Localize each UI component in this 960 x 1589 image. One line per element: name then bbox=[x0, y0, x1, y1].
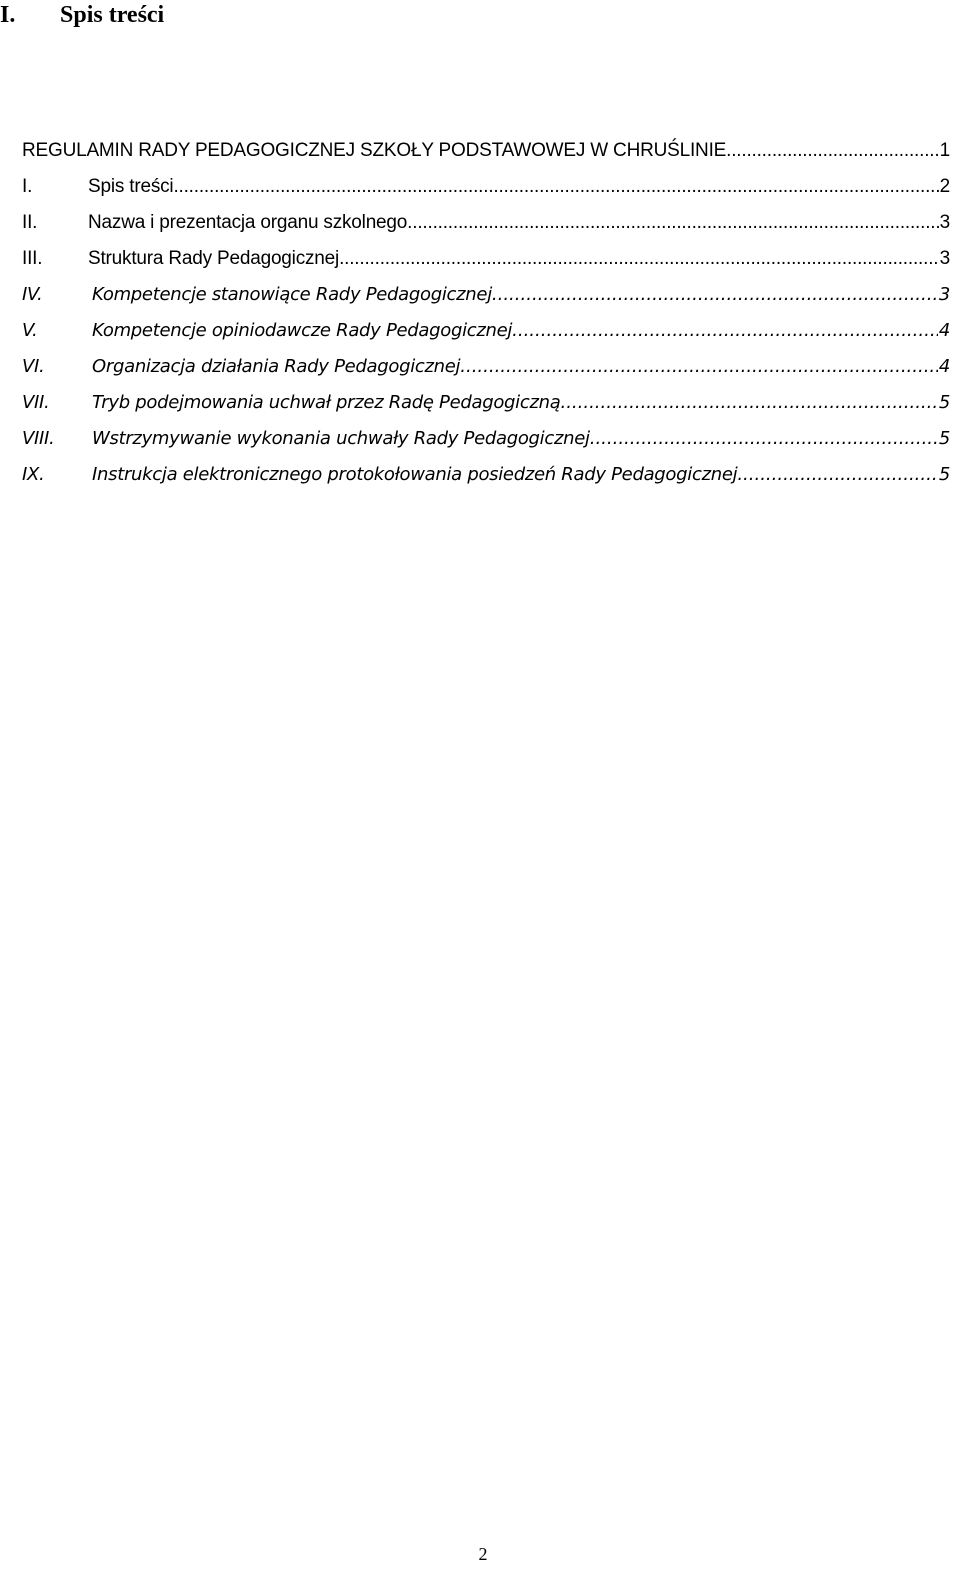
toc-entry-number: VI. bbox=[22, 356, 45, 377]
section-heading-title: Spis treści bbox=[60, 1, 165, 28]
toc-entry-page: 4 bbox=[938, 356, 950, 377]
toc-entry-title: Kompetencje opiniodawcze Rady Pedagogicznej bbox=[92, 320, 513, 341]
toc-entry-number: VII. bbox=[22, 392, 50, 413]
toc-entry[interactable] bbox=[22, 176, 950, 212]
toc-entry[interactable] bbox=[22, 284, 950, 320]
table-of-contents bbox=[22, 140, 950, 500]
toc-entry-title: Organizacja działania Rady Pedagogicznej bbox=[92, 356, 461, 377]
toc-entry[interactable] bbox=[22, 464, 950, 500]
toc-entry-number: VIII. bbox=[22, 428, 55, 449]
toc-dot-leader bbox=[737, 464, 938, 485]
toc-entry-number: V. bbox=[22, 320, 38, 341]
toc-entry-page: 1 bbox=[939, 140, 950, 161]
toc-entry-title: Wstrzymywanie wykonania uchwały Rady Pedagogicznej bbox=[92, 428, 590, 449]
toc-entry-title: Tryb podejmowania uchwał przez Radę Pedagogiczną bbox=[92, 392, 561, 413]
toc-dot-leader bbox=[512, 320, 938, 341]
toc-entry-page: 2 bbox=[939, 176, 950, 197]
page-number: 2 bbox=[478, 1544, 488, 1564]
toc-dot-leader bbox=[726, 140, 939, 162]
toc-entry-number: IX. bbox=[22, 464, 45, 485]
toc-entry[interactable] bbox=[22, 248, 950, 284]
toc-entry-title: REGULAMIN RADY PEDAGOGICZNEJ SZKOŁY PODSTAWOWEJ W CHRUŚLINIE bbox=[22, 140, 727, 161]
toc-entry[interactable] bbox=[22, 428, 950, 464]
toc-entry-number: IV. bbox=[22, 284, 43, 305]
toc-entry-page: 3 bbox=[939, 248, 950, 269]
toc-entry-page: 3 bbox=[938, 284, 950, 305]
section-heading bbox=[0, 0, 164, 30]
toc-entry-title: Nazwa i prezentacja organu szkolnego bbox=[88, 212, 408, 233]
toc-dot-leader bbox=[339, 248, 939, 270]
toc-entry-page: 4 bbox=[938, 320, 950, 341]
toc-entry[interactable] bbox=[22, 356, 950, 392]
toc-dot-leader bbox=[173, 176, 938, 198]
toc-dot-leader bbox=[492, 284, 938, 305]
toc-entry-title: Instrukcja elektronicznego protokołowania posiedzeń Rady Pedagogicznej bbox=[92, 464, 738, 485]
section-heading-number: I. bbox=[0, 1, 16, 28]
toc-entry-page: 5 bbox=[938, 464, 950, 485]
toc-entry-number: III. bbox=[22, 248, 43, 269]
toc-entry-page: 5 bbox=[938, 392, 950, 413]
toc-dot-leader bbox=[460, 356, 938, 377]
toc-entry-page: 5 bbox=[938, 428, 950, 449]
toc-dot-leader bbox=[407, 212, 938, 234]
toc-dot-leader bbox=[590, 428, 938, 449]
toc-entry[interactable] bbox=[22, 212, 950, 248]
toc-entry-title: Struktura Rady Pedagogicznej bbox=[88, 248, 340, 269]
toc-entry-title: Kompetencje stanowiące Rady Pedagogicznej bbox=[92, 284, 492, 305]
toc-entry[interactable] bbox=[22, 392, 950, 428]
toc-entry[interactable] bbox=[22, 320, 950, 356]
toc-dot-leader bbox=[560, 392, 937, 413]
toc-entry-title: Spis treści bbox=[88, 176, 174, 197]
toc-entry-number: I. bbox=[22, 176, 33, 197]
toc-entry-page: 3 bbox=[939, 212, 950, 233]
toc-entry-number: II. bbox=[22, 212, 38, 233]
toc-entry[interactable] bbox=[22, 140, 950, 176]
